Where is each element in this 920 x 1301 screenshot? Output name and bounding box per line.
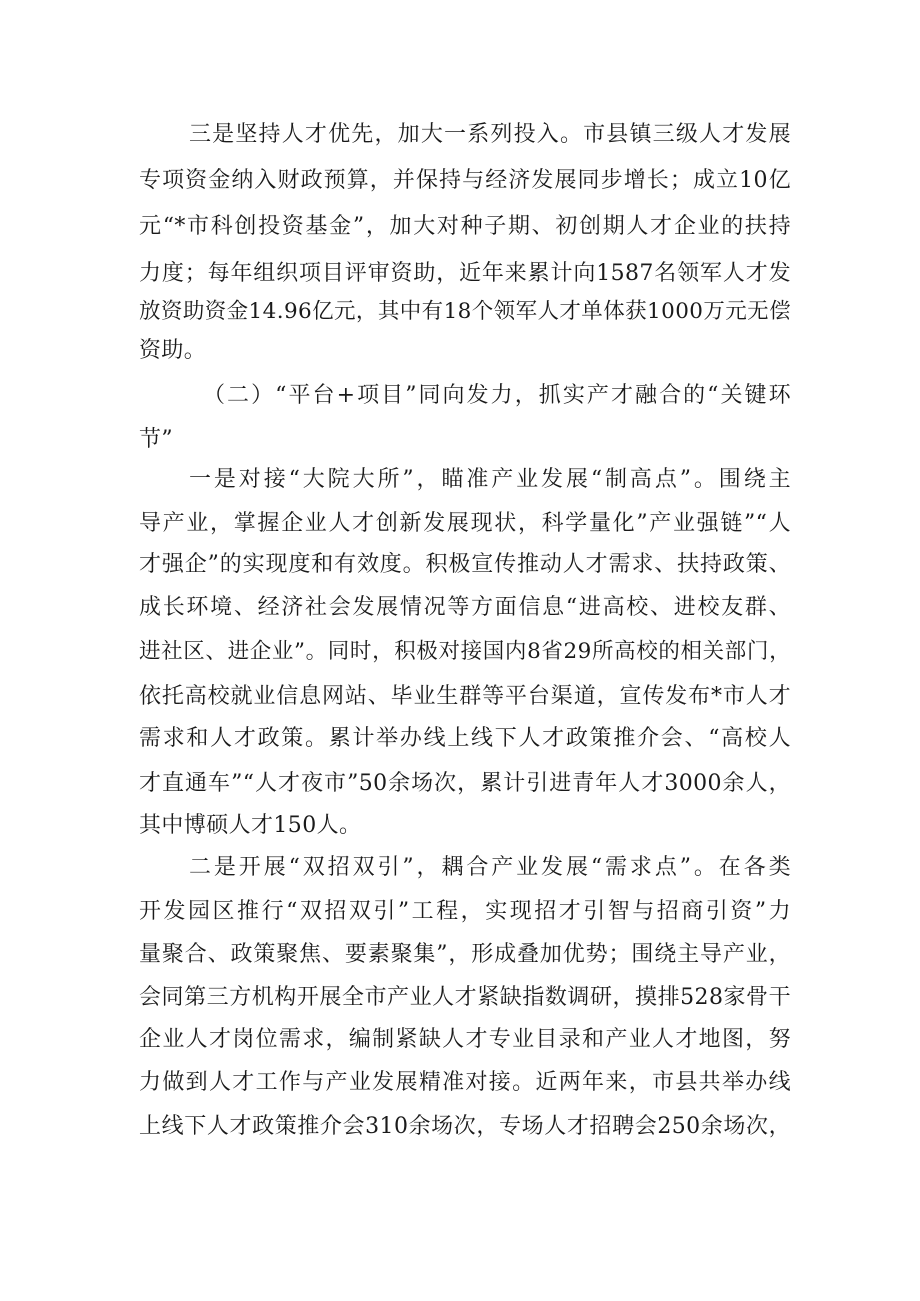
text-line: 需求和人才政策。累计举办线上线下人才政策推介会、“高校人 [139, 726, 791, 751]
text-line: 二是开展“双招双引”，耦合产业发展“需求点”。在各类 [189, 855, 791, 880]
text-line: 企业人才岗位需求，编制紧缺人才专业目录和产业人才地图，努 [139, 1027, 791, 1052]
text-line: 力做到人才工作与产业发展精准对接。近两年来，市县共举办线 [139, 1070, 791, 1095]
text-line: 开发园区推行“双招双引”工程，实现招才引智与招商引资”力 [139, 899, 791, 924]
text-line: 元“*市科创投资基金”，加大对种子期、初创期人才企业的扶持 [139, 214, 791, 239]
text-line: 量聚合、政策聚焦、要素聚集”，形成叠加优势；围绕主导产业， [139, 942, 791, 967]
text-line: 放资助资金14.96亿元，其中有18个领军人才单体获1000万元无偿 [139, 299, 791, 324]
text-line: 才强企”的实现度和有效度。积极宣传推动人才需求、扶持政策、 [139, 552, 791, 577]
text-line: 其中博硕人才150人。 [139, 813, 362, 838]
text-line: 成长环境、经济社会发展情况等方面信息“进高校、进校友群、 [139, 595, 791, 620]
text-line: 导产业，掌握企业人才创新发展现状，科学量化”产业强链”“人 [139, 511, 791, 536]
text-line: 上线下人才政策推介会310余场次，专场人才招聘会250余场次， [139, 1114, 791, 1139]
heading-line: （二）“平台+项目”同向发力，抓实产才融合的“关键环 [203, 383, 791, 408]
text-line: 进社区、进企业”。同时，积极对接国内8省29所高校的相关部门， [139, 639, 791, 664]
text-line: 一是对接“大院大所”，瞄准产业发展“制高点”。围绕主 [189, 467, 791, 492]
text-line: 专项资金纳入财政预算，并保持与经济发展同步增长；成立10亿 [139, 168, 791, 193]
text-line: 才直通车”“人才夜市”50余场次，累计引进青年人才3000余人， [139, 771, 791, 796]
text-line: 依托高校就业信息网站、毕业生群等平台渠道，宣传发布*市人才 [139, 684, 791, 709]
heading-line: 节” [139, 427, 174, 452]
text-line: 资助。 [139, 338, 207, 363]
text-line: 力度；每年组织项目评审资助，近年来累计向1587名领军人才发 [139, 261, 791, 286]
text-line: 会同第三方机构开展全市产业人才紧缺指数调研，摸排528家骨干 [139, 985, 791, 1010]
text-line: 三是坚持人才优先，加大一系列投入。市县镇三级人才发展 [189, 122, 791, 147]
